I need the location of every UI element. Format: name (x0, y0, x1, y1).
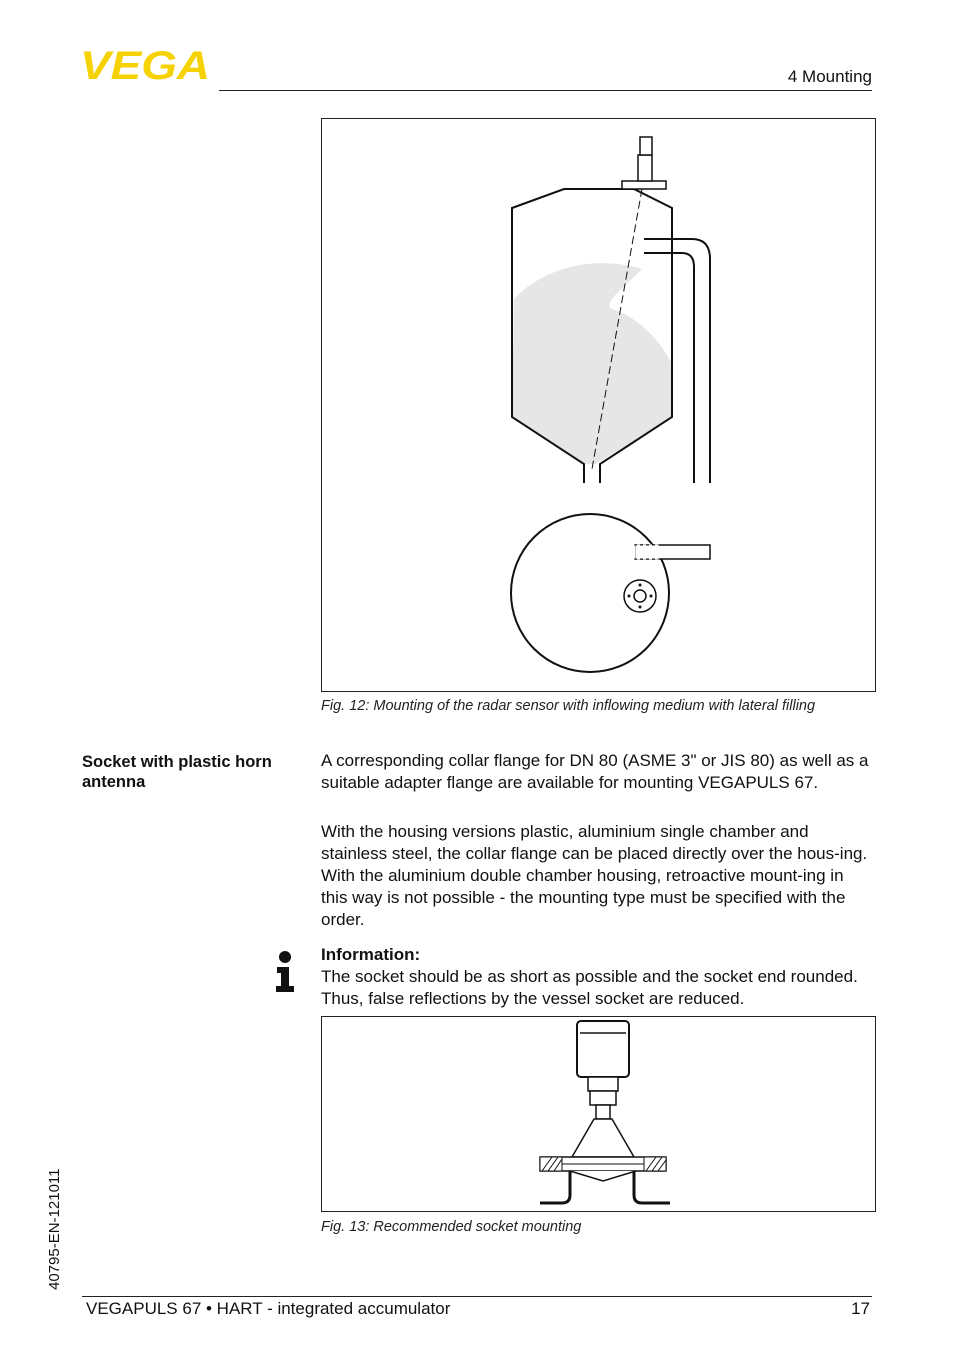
footer-rule (82, 1296, 872, 1297)
vega-logo (80, 48, 212, 84)
vessel-drawing (322, 119, 875, 691)
paragraph-1: A corresponding collar flange for DN 80 (ASME 3" or JIS 80) as well as a suitable adapter flange are available for mounting VEGAPULS 67. (321, 751, 869, 792)
information-title: Information: (321, 945, 421, 964)
page-number: 17 (851, 1299, 870, 1318)
information-text: The socket should be as short as possible and the socket end rounded. Thus, false reflections by the vessel socket are reduced. (321, 967, 858, 1008)
paragraph-2: With the housing versions plastic, aluminium single chamber and stainless steel, the collar flange can be placed directly over the hous-ing. With the aluminium double chamber housing, retroactive mount-ing in this way is not possible - the mounting type must be specified with the order. (321, 822, 868, 929)
document-id: 40795-EN-121011 (46, 1168, 63, 1290)
figure-12-caption: Fig. 12: Mounting of the radar sensor with inflowing medium with lateral filling (321, 698, 816, 714)
header-rule (219, 90, 872, 91)
logo-text: VEGA (80, 48, 210, 84)
figure-13-caption: Fig. 13: Recommended socket mounting (321, 1219, 582, 1235)
info-icon (272, 950, 298, 994)
side-heading: Socket with plastic horn antenna (82, 753, 272, 791)
figure-12 (321, 118, 876, 692)
footer-title: VEGAPULS 67 • HART - integrated accumulator (86, 1299, 451, 1318)
socket-drawing (322, 1017, 875, 1211)
figure-13 (321, 1016, 876, 1212)
section-title: 4 Mounting (787, 67, 872, 86)
